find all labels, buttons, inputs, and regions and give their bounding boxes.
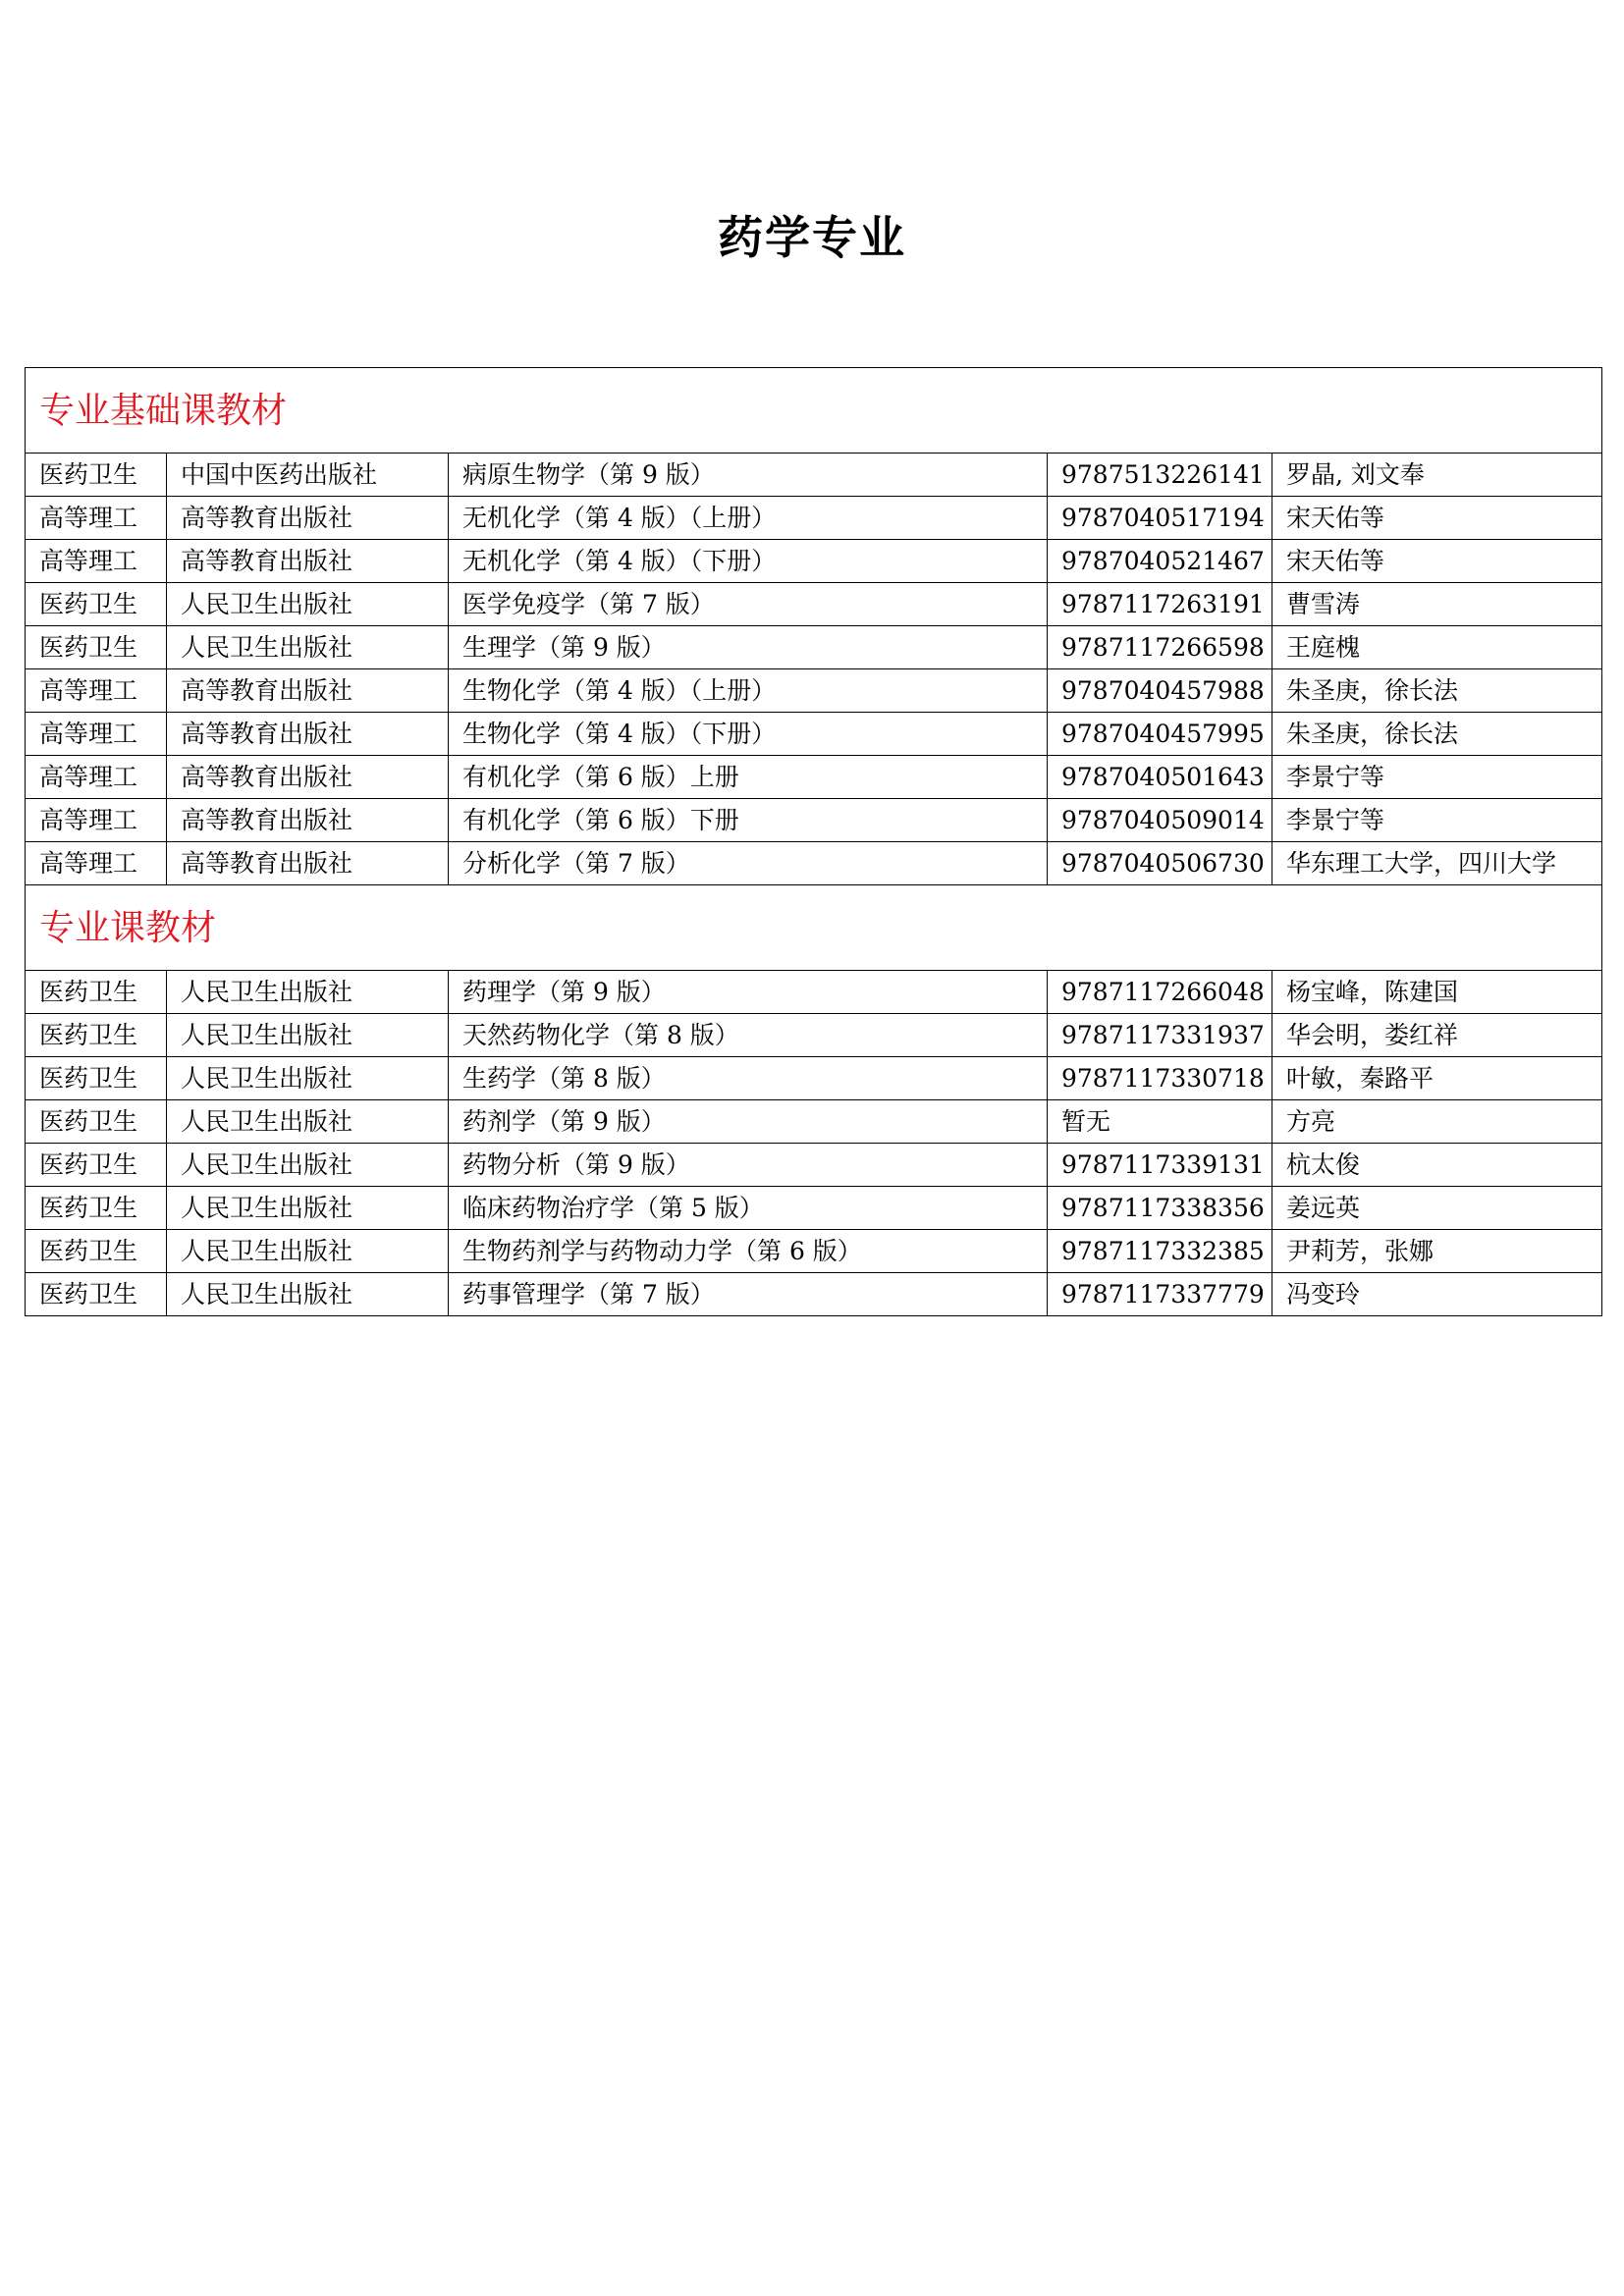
isbn-cell: 9787117337779	[1048, 1273, 1272, 1316]
author-cell: 方亮	[1272, 1100, 1602, 1144]
author-cell: 杨宝峰，陈建国	[1272, 971, 1602, 1014]
table-row	[26, 1014, 1602, 1057]
table-row	[26, 1230, 1602, 1273]
author-cell: 李景宁等	[1272, 756, 1602, 799]
author-cell: 华会明，娄红祥	[1272, 1014, 1602, 1057]
category-cell: 医药卫生	[26, 1144, 167, 1187]
book-title-cell: 临床药物治疗学（第 5 版）	[449, 1187, 1048, 1230]
isbn-cell: 9787040506730	[1048, 842, 1272, 885]
publisher-cell: 中国中医药出版社	[167, 454, 449, 497]
author-cell: 李景宁等	[1272, 799, 1602, 842]
book-title-cell: 生物药剂学与药物动力学（第 6 版）	[449, 1230, 1048, 1273]
book-title-cell: 药剂学（第 9 版）	[449, 1100, 1048, 1144]
book-title-cell: 无机化学（第 4 版）（上册）	[449, 497, 1048, 540]
publisher-cell: 高等教育出版社	[167, 669, 449, 713]
section-header-row	[26, 885, 1602, 971]
table-row	[26, 971, 1602, 1014]
publisher-cell: 高等教育出版社	[167, 842, 449, 885]
isbn-cell: 暂无	[1048, 1100, 1272, 1144]
isbn-cell: 9787040521467	[1048, 540, 1272, 583]
section-header-row	[26, 368, 1602, 454]
book-title-cell: 生理学（第 9 版）	[449, 626, 1048, 669]
isbn-cell: 9787040457995	[1048, 713, 1272, 756]
isbn-cell: 9787040457988	[1048, 669, 1272, 713]
table-row	[26, 626, 1602, 669]
publisher-cell: 人民卫生出版社	[167, 1144, 449, 1187]
table-row	[26, 713, 1602, 756]
book-title-cell: 有机化学（第 6 版）下册	[449, 799, 1048, 842]
table-row	[26, 1273, 1602, 1316]
category-cell: 医药卫生	[26, 626, 167, 669]
book-title-cell: 药事管理学（第 7 版）	[449, 1273, 1048, 1316]
category-cell: 医药卫生	[26, 1187, 167, 1230]
book-title-cell: 天然药物化学（第 8 版）	[449, 1014, 1048, 1057]
isbn-cell: 9787040501643	[1048, 756, 1272, 799]
author-cell: 宋天佑等	[1272, 497, 1602, 540]
table-row	[26, 1057, 1602, 1100]
publisher-cell: 人民卫生出版社	[167, 1057, 449, 1100]
publisher-cell: 人民卫生出版社	[167, 583, 449, 626]
isbn-cell: 9787117338356	[1048, 1187, 1272, 1230]
category-cell: 高等理工	[26, 497, 167, 540]
book-title-cell: 药物分析（第 9 版）	[449, 1144, 1048, 1187]
isbn-cell: 9787040517194	[1048, 497, 1272, 540]
author-cell: 曹雪涛	[1272, 583, 1602, 626]
author-cell: 王庭槐	[1272, 626, 1602, 669]
category-cell: 医药卫生	[26, 1100, 167, 1144]
author-cell: 朱圣庚，徐长法	[1272, 669, 1602, 713]
publisher-cell: 人民卫生出版社	[167, 971, 449, 1014]
table-row	[26, 540, 1602, 583]
category-cell: 医药卫生	[26, 454, 167, 497]
table-row	[26, 1100, 1602, 1144]
book-title-cell: 生物化学（第 4 版）（上册）	[449, 669, 1048, 713]
category-cell: 医药卫生	[26, 1057, 167, 1100]
category-cell: 医药卫生	[26, 1014, 167, 1057]
author-cell: 姜远英	[1272, 1187, 1602, 1230]
book-title-cell: 无机化学（第 4 版）（下册）	[449, 540, 1048, 583]
isbn-cell: 9787117266048	[1048, 971, 1272, 1014]
textbook-table-body	[26, 368, 1602, 1316]
publisher-cell: 高等教育出版社	[167, 713, 449, 756]
publisher-cell: 人民卫生出版社	[167, 1273, 449, 1316]
publisher-cell: 人民卫生出版社	[167, 1187, 449, 1230]
publisher-cell: 高等教育出版社	[167, 799, 449, 842]
book-title-cell: 生物化学（第 4 版）（下册）	[449, 713, 1048, 756]
book-title-cell: 药理学（第 9 版）	[449, 971, 1048, 1014]
author-cell: 宋天佑等	[1272, 540, 1602, 583]
book-title-cell: 分析化学（第 7 版）	[449, 842, 1048, 885]
publisher-cell: 人民卫生出版社	[167, 1230, 449, 1273]
isbn-cell: 9787513226141	[1048, 454, 1272, 497]
section-heading: 专业基础课教材	[26, 368, 1602, 454]
author-cell: 罗晶, 刘文奉	[1272, 454, 1602, 497]
isbn-cell: 9787117263191	[1048, 583, 1272, 626]
author-cell: 叶敏，秦路平	[1272, 1057, 1602, 1100]
table-row	[26, 497, 1602, 540]
isbn-cell: 9787117266598	[1048, 626, 1272, 669]
isbn-cell: 9787117331937	[1048, 1014, 1272, 1057]
table-row	[26, 1187, 1602, 1230]
author-cell: 尹莉芳，张娜	[1272, 1230, 1602, 1273]
publisher-cell: 高等教育出版社	[167, 756, 449, 799]
category-cell: 高等理工	[26, 799, 167, 842]
section-heading: 专业课教材	[26, 885, 1602, 971]
table-row	[26, 842, 1602, 885]
textbook-table	[25, 367, 1602, 1316]
isbn-cell: 9787117339131	[1048, 1144, 1272, 1187]
table-row	[26, 669, 1602, 713]
table-row	[26, 454, 1602, 497]
publisher-cell: 人民卫生出版社	[167, 1100, 449, 1144]
table-row	[26, 1144, 1602, 1187]
category-cell: 医药卫生	[26, 583, 167, 626]
author-cell: 华东理工大学，四川大学	[1272, 842, 1602, 885]
category-cell: 高等理工	[26, 669, 167, 713]
category-cell: 高等理工	[26, 540, 167, 583]
book-title-cell: 医学免疫学（第 7 版）	[449, 583, 1048, 626]
author-cell: 杭太俊	[1272, 1144, 1602, 1187]
page-title: 药学专业	[718, 211, 906, 264]
table-row	[26, 583, 1602, 626]
author-cell: 朱圣庚，徐长法	[1272, 713, 1602, 756]
category-cell: 高等理工	[26, 713, 167, 756]
category-cell: 高等理工	[26, 842, 167, 885]
publisher-cell: 人民卫生出版社	[167, 1014, 449, 1057]
book-title-cell: 病原生物学（第 9 版）	[449, 454, 1048, 497]
publisher-cell: 高等教育出版社	[167, 497, 449, 540]
isbn-cell: 9787040509014	[1048, 799, 1272, 842]
category-cell: 医药卫生	[26, 971, 167, 1014]
table-row	[26, 756, 1602, 799]
category-cell: 高等理工	[26, 756, 167, 799]
isbn-cell: 9787117330718	[1048, 1057, 1272, 1100]
author-cell: 冯变玲	[1272, 1273, 1602, 1316]
table-row	[26, 799, 1602, 842]
category-cell: 医药卫生	[26, 1273, 167, 1316]
category-cell: 医药卫生	[26, 1230, 167, 1273]
book-title-cell: 生药学（第 8 版）	[449, 1057, 1048, 1100]
publisher-cell: 人民卫生出版社	[167, 626, 449, 669]
isbn-cell: 9787117332385	[1048, 1230, 1272, 1273]
publisher-cell: 高等教育出版社	[167, 540, 449, 583]
book-title-cell: 有机化学（第 6 版）上册	[449, 756, 1048, 799]
